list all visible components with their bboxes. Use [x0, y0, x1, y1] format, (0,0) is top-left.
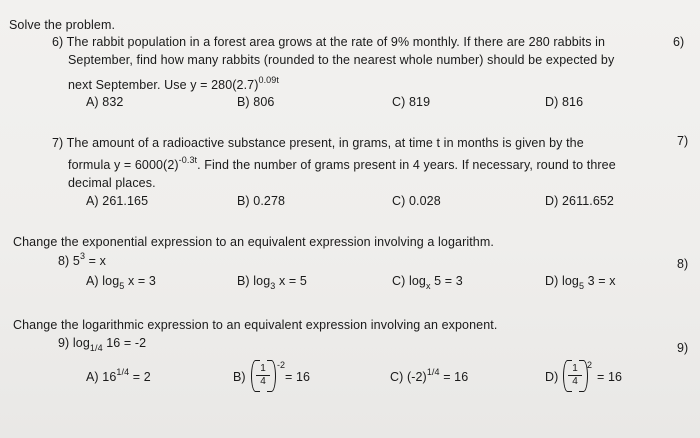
- section-heading-log-to-exp: Change the logarithmic expression to an equivalent expression involving an exponent.: [13, 318, 498, 332]
- q8-choice-b: B) $\log_3 x = 5$: [237, 274, 307, 291]
- q6-choice-c: C) 819: [392, 95, 431, 109]
- section-heading-exp-to-log: Change the exponential expression to an equivalent expression involving a logarithm.: [13, 235, 494, 249]
- q7-choice-c: C) 0.028: [392, 194, 441, 208]
- q9-d-result: = 16: [597, 370, 623, 384]
- q7-line1: 7) The amount of a radioactive substance present, in grams, at time t in months is given by the: [52, 136, 584, 150]
- q6-line2: September, find how many rabbits (rounded to the nearest whole number) should be expected by: [68, 53, 615, 67]
- q9-stem: 9) $\log_{1/4} 16 = -2$: [58, 336, 147, 353]
- q6-number: 6): [673, 35, 685, 49]
- q9-choice-c: C) $(-2)^{1/4} = 16$: [390, 367, 469, 384]
- section-heading-solve: Solve the problem.: [9, 18, 116, 32]
- q9-d-denominator: 4: [572, 376, 578, 387]
- q6-line1: 6) The rabbit population in a forest area grows at the rate of 9% monthly. If there are 280 rabbits in: [52, 35, 606, 49]
- q9-choice-d: [545, 360, 655, 394]
- q9-d-numerator: 1: [572, 363, 578, 374]
- q7-number: 7): [677, 134, 689, 148]
- q7-choice-a: A) 261.165: [86, 194, 149, 208]
- q7-choice-b: B) 0.278: [237, 194, 286, 208]
- q9-choice-a: A) $16^{1/4} = 2$: [86, 367, 151, 384]
- q6-line3: next September. Use $y = 280(2.7)^{0.09t}$: [68, 75, 279, 92]
- q9-choice-b-fraction: [251, 363, 277, 388]
- q9-b-result: = 16: [285, 370, 311, 384]
- q7-line2: formula $y = 6000(2)^{-0.3t}$. Find the number of grams present in 4 years. If necessary, round to three: [68, 155, 616, 172]
- q9-b-numerator: 1: [260, 363, 266, 374]
- q9-b-denominator: 4: [260, 376, 266, 387]
- q7-choice-d: D) 2611.652: [545, 194, 614, 208]
- q9-choice-d-fraction: [563, 363, 589, 388]
- q9-number: 9): [677, 341, 689, 355]
- q9-choice-b-label: B): [233, 370, 246, 384]
- q6-choice-d: D) 816: [545, 95, 584, 109]
- q9-d-exponent: 2: [587, 360, 593, 370]
- q8-choice-d: D) $\log_5 3 = x$: [545, 274, 616, 291]
- q8-choice-c: C) $\log_x 5 = 3$: [392, 274, 463, 291]
- q9-b-exponent: -2: [277, 360, 286, 370]
- q8-choice-a: A) $\log_5 x = 3$: [86, 274, 156, 291]
- q8-number: 8): [677, 257, 689, 271]
- q8-stem: 8) $5^3 = x$: [58, 251, 106, 268]
- q9-choice-d-label: D): [545, 370, 559, 384]
- q7-line3: decimal places.: [68, 176, 156, 190]
- q9-choice-b: [233, 360, 343, 394]
- q6-choice-b: B) 806: [237, 95, 275, 109]
- q6-choice-a: A) 832: [86, 95, 124, 109]
